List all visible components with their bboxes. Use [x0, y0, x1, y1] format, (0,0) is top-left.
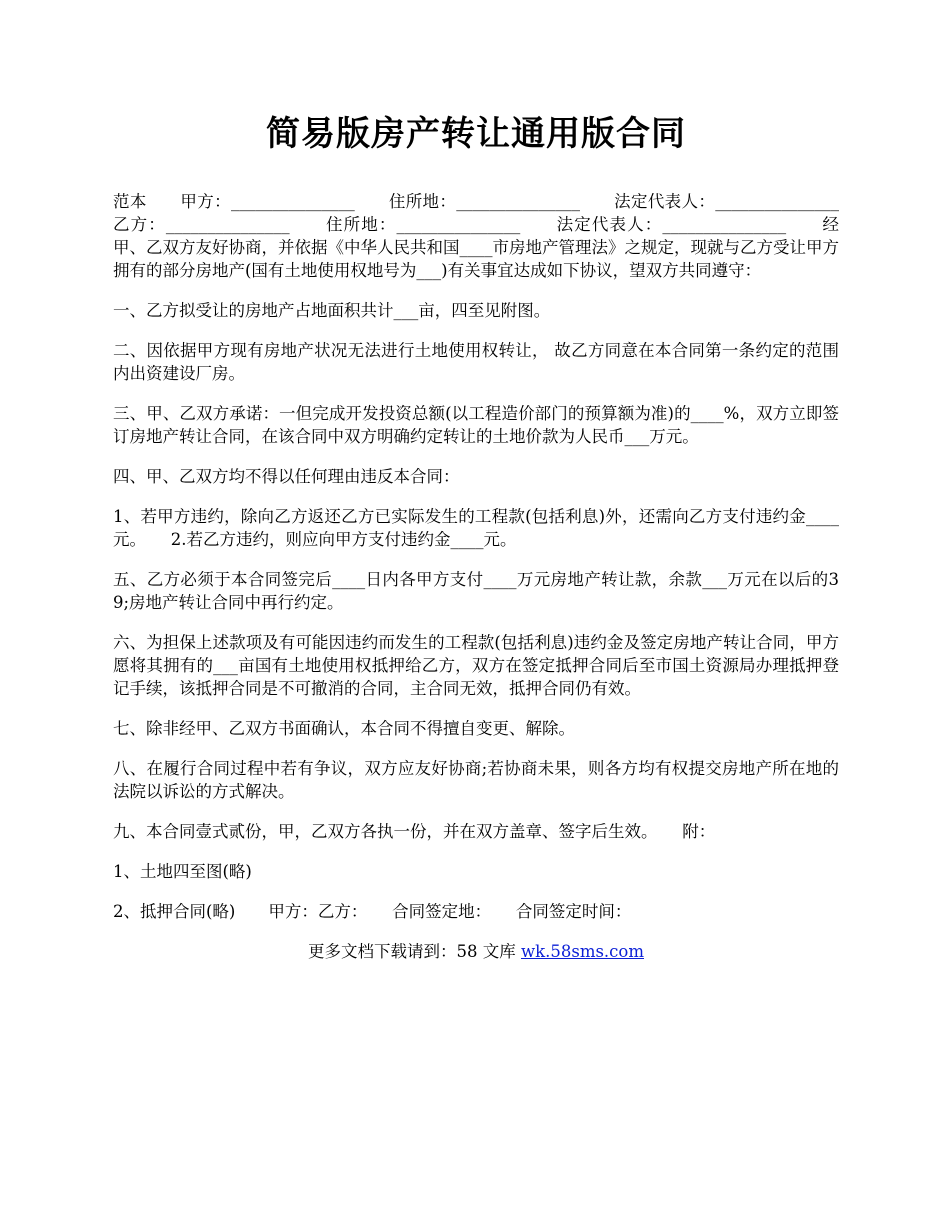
clause-5: 五、乙方必须于本合同签完后____日内各甲方支付____万元房地产转让款，余款___万元在以后的39;房地产转让合同中再行约定。: [113, 570, 839, 612]
clause-1: 一、乙方拟受让的房地产占地面积共计___亩，四至见附图。: [113, 301, 551, 320]
clause-7: 七、除非经甲、乙双方书面确认，本合同不得擅自变更、解除。: [113, 719, 575, 738]
clause-4-sub-1: 1、若甲方违约，除向乙方返还乙方已实际发生的工程款(包括利息)外，还需向乙方支付违约金____元。 2.若乙方违约，则应向甲方支付违约金____元。: [113, 507, 839, 549]
clause-3: 三、甲、乙双方承诺：一但完成开发投资总额(以工程造价部门的预算额为准)的____%，双方立即签订房地产转让合同，在该合同中双方明确约定转让的土地价款为人民币___万元。: [113, 404, 839, 446]
attachment-1: 1、土地四至图(略): [113, 862, 252, 881]
clause-4: 四、甲、乙双方均不得以任何理由违反本合同：: [113, 467, 460, 486]
clause-6: 六、为担保上述款项及有可能因违约而发生的工程款(包括利息)违约金及签定房地产转让合同，甲方愿将其拥有的___亩国有土地使用权抵押给乙方，双方在签定抵押合同后至市国土资源局办理抵押登记手续，该抵押合同是不可撤消的合同，主合同无效，抵押合同仍有效。: [113, 633, 839, 698]
preamble-paragraph: 范本 甲方：_______________ 住所地：_______________ 法定代表人：_______________ 乙方：_______________ 住所地：_______________ 法定代表人：_______________ 经甲、乙双方友好协商，并依据《中华人民共和国____市房地产管理法》之规定，现就与乙方受让甲方拥有的部分房地产(国有土地使用权地号为___)有关事宜达成如下协议，望双方共同遵守：: [113, 192, 872, 280]
attachment-2-signature-line: 2、抵押合同(略) 甲方：乙方： 合同签定地： 合同签定时间：: [113, 902, 632, 921]
clause-9: 九、本合同壹式贰份，甲，乙双方各执一份，并在双方盖章、签字后生效。 附：: [113, 822, 716, 841]
clause-8: 八、在履行合同过程中若有争议，双方应友好协商;若协商未果，则各方均有权提交房地产所在地的法院以诉讼的方式解决。: [113, 759, 839, 801]
footer-link[interactable]: wk.58sms.com: [520, 942, 644, 961]
footer-note: [113, 940, 839, 963]
document-page: [113, 108, 872, 963]
footer-text: 更多文档下载请到：58 文库: [307, 942, 521, 961]
document-title: 简易版房产转让通用版合同: [266, 114, 686, 154]
clause-2: 二、因依据甲方现有房地产状况无法进行土地使用权转让， 故乙方同意在本合同第一条约定的范围内出资建设厂房。: [113, 341, 839, 383]
